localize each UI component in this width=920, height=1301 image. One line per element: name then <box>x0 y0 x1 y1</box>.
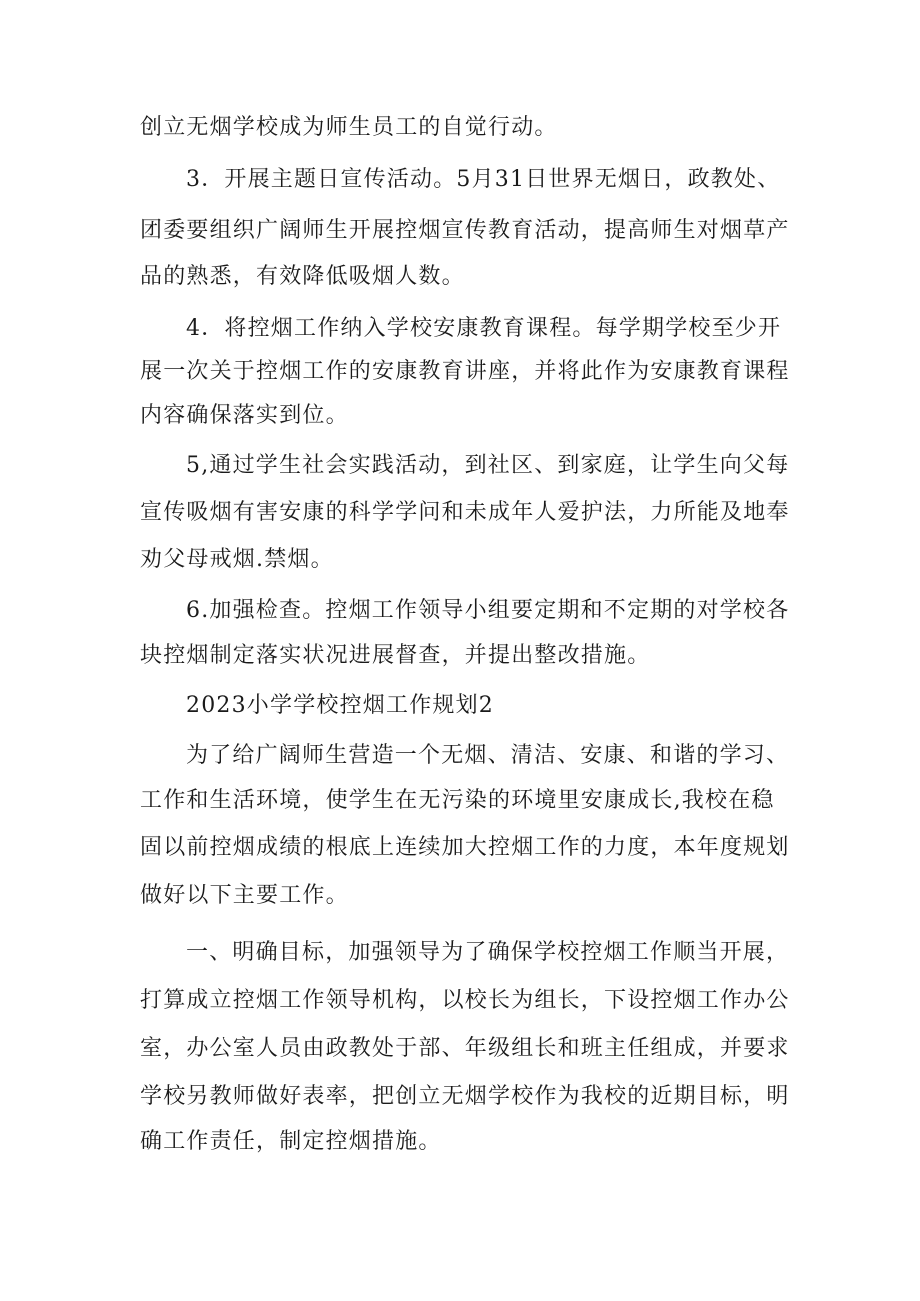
text-line: 块控烟制定落实状况进展督查，并提出整改措施。 <box>140 643 651 668</box>
text-line: 为了给广阔师生营造一个无烟、清洁、安康、和谐的学习、 <box>186 743 790 768</box>
text-line: 4．将控烟工作纳入学校安康教育课程。每学期学校至少开 <box>186 316 782 341</box>
text-line: 确工作责任，制定控烟措施。 <box>140 1129 442 1154</box>
text-line: 品的熟悉，有效降低吸烟人数。 <box>140 264 465 289</box>
text-line: 固以前控烟成绩的根底上连续加大控烟工作的力度，本年度规划 <box>140 835 790 860</box>
section-title: 2023小学学校控烟工作规划2 <box>186 693 494 718</box>
text-line: 一、明确目标，加强领导为了确保学校控烟工作顺当开展， <box>186 940 790 965</box>
text-line: 劝父母戒烟.禁烟。 <box>140 547 334 572</box>
text-line: 做好以下主要工作。 <box>140 883 349 908</box>
text-line: 室，办公室人员由政教处于部、年级组长和班主任组成，并要求 <box>140 1036 790 1061</box>
text-line: 宣传吸烟有害安康的科学学问和未成年人爱护法，力所能及地奉 <box>140 500 790 525</box>
text-line: 打算成立控烟工作领导机构，以校长为组长，下设控烟工作办公 <box>140 988 790 1013</box>
text-line: 工作和生活环境，使学生在无污染的环境里安康成长,我校在稳 <box>140 788 775 813</box>
text-line: 学校另教师做好表率，把创立无烟学校作为我校的近期目标，明 <box>140 1084 790 1109</box>
text-line: 内容确保落实到位。 <box>140 403 349 428</box>
text-line: 创立无烟学校成为师生员工的自觉行动。 <box>140 115 558 140</box>
text-line: 5,通过学生社会实践活动，到社区、到家庭，让学生向父每 <box>186 453 790 478</box>
text-line: 展一次关于控烟工作的安康教育讲座，并将此作为安康教育课程 <box>140 359 790 384</box>
text-line: 6.加强检查。控烟工作领导小组要定期和不定期的对学校各 <box>186 598 790 623</box>
text-line: 3．开展主题日宣传活动。5月31日世界无烟日，政教处、 <box>186 167 781 192</box>
text-line: 团委要组织广阔师生开展控烟宣传教育活动，提高师生对烟草产 <box>140 218 790 243</box>
